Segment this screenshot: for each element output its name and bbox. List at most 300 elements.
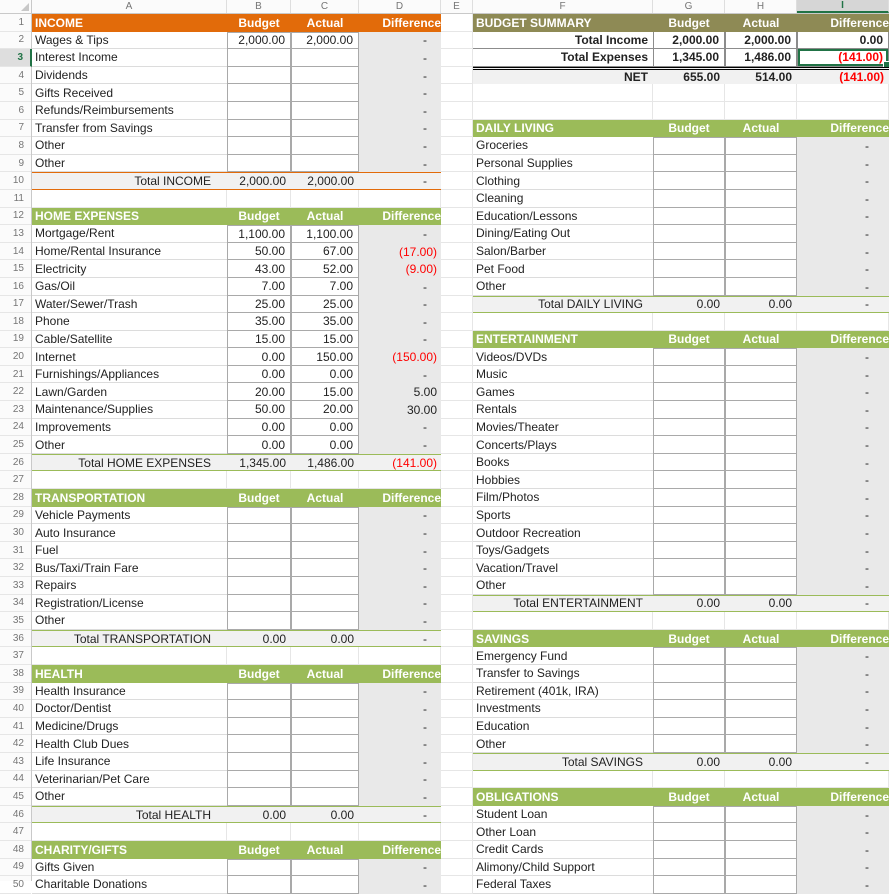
cell-C7[interactable] — [291, 120, 359, 138]
cell-E45[interactable] — [441, 788, 473, 806]
cell-C26[interactable]: 1,486.00 — [291, 454, 359, 472]
cell-D12[interactable]: Difference — [359, 208, 441, 226]
cell-B44[interactable] — [227, 771, 291, 789]
cell-I49[interactable]: - — [797, 859, 889, 877]
row-header-22[interactable]: 22 — [0, 383, 31, 401]
cell-H37[interactable] — [725, 647, 797, 665]
cell-B40[interactable] — [227, 700, 291, 718]
cell-D45[interactable]: - — [359, 788, 441, 806]
col-header-C[interactable]: C — [291, 0, 359, 13]
cell-I1[interactable]: Difference — [797, 14, 889, 32]
cell-H11[interactable] — [725, 190, 797, 208]
cell-B11[interactable] — [227, 190, 291, 208]
cell-D36[interactable]: - — [359, 630, 441, 648]
row-header-37[interactable]: 37 — [0, 647, 31, 665]
cell-D42[interactable]: - — [359, 735, 441, 753]
cell-F40[interactable]: Investments — [473, 700, 653, 718]
cell-D3[interactable]: - — [359, 49, 441, 67]
cell-B9[interactable] — [227, 155, 291, 173]
cell-C2[interactable]: 2,000.00 — [291, 32, 359, 50]
select-all-corner[interactable] — [0, 0, 32, 13]
cell-B25[interactable]: 0.00 — [227, 436, 291, 454]
cell-H46[interactable] — [725, 806, 797, 824]
cell-I34[interactable]: - — [797, 595, 889, 613]
cell-D38[interactable]: Difference — [359, 665, 441, 683]
row-header-14[interactable]: 14 — [0, 243, 31, 261]
cell-G7[interactable]: Budget — [653, 120, 725, 138]
cell-B32[interactable] — [227, 559, 291, 577]
cell-E6[interactable] — [441, 102, 473, 120]
cell-D27[interactable] — [359, 471, 441, 489]
cell-C45[interactable] — [291, 788, 359, 806]
cell-F23[interactable]: Rentals — [473, 401, 653, 419]
cell-G20[interactable] — [653, 348, 725, 366]
cell-A38[interactable]: HEALTH — [32, 665, 227, 683]
cell-D31[interactable]: - — [359, 542, 441, 560]
cell-C43[interactable] — [291, 753, 359, 771]
cell-I50[interactable]: - — [797, 876, 889, 894]
cell-B43[interactable] — [227, 753, 291, 771]
cell-I28[interactable]: - — [797, 489, 889, 507]
cell-E27[interactable] — [441, 471, 473, 489]
cell-G9[interactable] — [653, 155, 725, 173]
cell-G21[interactable] — [653, 366, 725, 384]
cell-E1[interactable] — [441, 14, 473, 32]
cell-B16[interactable]: 7.00 — [227, 278, 291, 296]
cell-C3[interactable] — [291, 49, 359, 67]
cell-C14[interactable]: 67.00 — [291, 243, 359, 261]
cell-A16[interactable]: Gas/Oil — [32, 278, 227, 296]
cell-C12[interactable]: Actual — [291, 208, 359, 226]
col-header-B[interactable]: B — [227, 0, 291, 13]
cell-F37[interactable]: Emergency Fund — [473, 647, 653, 665]
cell-B41[interactable] — [227, 718, 291, 736]
cell-B46[interactable]: 0.00 — [227, 806, 291, 824]
cell-C21[interactable]: 0.00 — [291, 366, 359, 384]
cell-F21[interactable]: Music — [473, 366, 653, 384]
cell-H35[interactable] — [725, 612, 797, 630]
col-header-I[interactable]: I — [797, 0, 889, 13]
cell-H12[interactable] — [725, 208, 797, 226]
cell-F1[interactable]: BUDGET SUMMARY — [473, 14, 653, 32]
cell-H47[interactable] — [725, 823, 797, 841]
cell-E26[interactable] — [441, 454, 473, 472]
cell-H1[interactable]: Actual — [725, 14, 797, 32]
cell-B30[interactable] — [227, 524, 291, 542]
cell-E46[interactable] — [441, 806, 473, 824]
cell-A40[interactable]: Doctor/Dentist — [32, 700, 227, 718]
cell-I4[interactable]: (141.00) — [797, 67, 889, 85]
cell-E39[interactable] — [441, 683, 473, 701]
cell-A3[interactable]: Interest Income — [32, 49, 227, 67]
cell-A18[interactable]: Phone — [32, 313, 227, 331]
cell-D21[interactable]: - — [359, 366, 441, 384]
cell-A12[interactable]: HOME EXPENSES — [32, 208, 227, 226]
cell-G5[interactable] — [653, 84, 725, 102]
cell-C16[interactable]: 7.00 — [291, 278, 359, 296]
cell-C33[interactable] — [291, 577, 359, 595]
cell-A22[interactable]: Lawn/Garden — [32, 383, 227, 401]
cell-A26[interactable]: Total HOME EXPENSES — [32, 454, 227, 472]
row-header-28[interactable]: 28 — [0, 489, 31, 507]
row-header-29[interactable]: 29 — [0, 507, 31, 525]
cell-G44[interactable] — [653, 771, 725, 789]
cell-C37[interactable] — [291, 647, 359, 665]
cell-I47[interactable]: - — [797, 823, 889, 841]
cell-D34[interactable]: - — [359, 595, 441, 613]
row-header-38[interactable]: 38 — [0, 665, 31, 683]
row-header-2[interactable]: 2 — [0, 32, 31, 50]
cell-H4[interactable]: 514.00 — [725, 67, 797, 85]
cell-B12[interactable]: Budget — [227, 208, 291, 226]
cell-G15[interactable] — [653, 260, 725, 278]
cell-I29[interactable]: - — [797, 507, 889, 525]
cell-C28[interactable]: Actual — [291, 489, 359, 507]
row-header-23[interactable]: 23 — [0, 401, 31, 419]
cell-H39[interactable] — [725, 683, 797, 701]
cell-I31[interactable]: - — [797, 542, 889, 560]
cell-I23[interactable]: - — [797, 401, 889, 419]
cell-B37[interactable] — [227, 647, 291, 665]
cell-I24[interactable]: - — [797, 419, 889, 437]
cell-C42[interactable] — [291, 735, 359, 753]
cell-F36[interactable]: SAVINGS — [473, 630, 653, 648]
cell-E33[interactable] — [441, 577, 473, 595]
cell-D24[interactable]: - — [359, 419, 441, 437]
cell-A24[interactable]: Improvements — [32, 419, 227, 437]
cell-E3[interactable] — [441, 49, 473, 67]
cell-F35[interactable] — [473, 612, 653, 630]
cell-G6[interactable] — [653, 102, 725, 120]
cell-B27[interactable] — [227, 471, 291, 489]
cell-H26[interactable] — [725, 454, 797, 472]
cell-G17[interactable]: 0.00 — [653, 296, 725, 314]
cell-B36[interactable]: 0.00 — [227, 630, 291, 648]
cell-D46[interactable]: - — [359, 806, 441, 824]
cell-F33[interactable]: Other — [473, 577, 653, 595]
cell-A10[interactable]: Total INCOME — [32, 172, 227, 190]
cell-I37[interactable]: - — [797, 647, 889, 665]
cell-A33[interactable]: Repairs — [32, 577, 227, 595]
cell-F13[interactable]: Dining/Eating Out — [473, 225, 653, 243]
cell-I8[interactable]: - — [797, 137, 889, 155]
cell-B23[interactable]: 50.00 — [227, 401, 291, 419]
cell-C46[interactable]: 0.00 — [291, 806, 359, 824]
cell-D22[interactable]: 5.00 — [359, 383, 441, 401]
cell-E38[interactable] — [441, 665, 473, 683]
cell-E22[interactable] — [441, 383, 473, 401]
cell-G18[interactable] — [653, 313, 725, 331]
cell-C31[interactable] — [291, 542, 359, 560]
cell-F27[interactable]: Hobbies — [473, 471, 653, 489]
cell-A37[interactable] — [32, 647, 227, 665]
cell-C9[interactable] — [291, 155, 359, 173]
cell-F25[interactable]: Concerts/Plays — [473, 436, 653, 454]
row-header-27[interactable]: 27 — [0, 471, 31, 489]
cell-B31[interactable] — [227, 542, 291, 560]
fill-handle[interactable] — [883, 61, 889, 67]
cell-A11[interactable] — [32, 190, 227, 208]
cell-E44[interactable] — [441, 771, 473, 789]
cell-B7[interactable] — [227, 120, 291, 138]
cell-I11[interactable]: - — [797, 190, 889, 208]
cell-G12[interactable] — [653, 208, 725, 226]
cell-F10[interactable]: Clothing — [473, 172, 653, 190]
cell-A39[interactable]: Health Insurance — [32, 683, 227, 701]
cell-H13[interactable] — [725, 225, 797, 243]
row-header-47[interactable]: 47 — [0, 823, 31, 841]
row-header-48[interactable]: 48 — [0, 841, 31, 859]
cell-H9[interactable] — [725, 155, 797, 173]
cell-C44[interactable] — [291, 771, 359, 789]
cell-C10[interactable]: 2,000.00 — [291, 172, 359, 190]
cell-A45[interactable]: Other — [32, 788, 227, 806]
row-header-44[interactable]: 44 — [0, 771, 31, 789]
row-header-42[interactable]: 42 — [0, 735, 31, 753]
cell-I22[interactable]: - — [797, 383, 889, 401]
cell-H6[interactable] — [725, 102, 797, 120]
cell-G4[interactable]: 655.00 — [653, 67, 725, 85]
cell-I43[interactable]: - — [797, 753, 889, 771]
cell-H34[interactable]: 0.00 — [725, 595, 797, 613]
cell-F26[interactable]: Books — [473, 454, 653, 472]
cell-F14[interactable]: Salon/Barber — [473, 243, 653, 261]
cell-E5[interactable] — [441, 84, 473, 102]
cell-E29[interactable] — [441, 507, 473, 525]
cell-H7[interactable]: Actual — [725, 120, 797, 138]
cell-G38[interactable] — [653, 665, 725, 683]
cell-G36[interactable]: Budget — [653, 630, 725, 648]
cell-F32[interactable]: Vacation/Travel — [473, 559, 653, 577]
cell-E10[interactable] — [441, 172, 473, 190]
cell-B50[interactable] — [227, 876, 291, 894]
cell-I39[interactable]: - — [797, 683, 889, 701]
cell-C13[interactable]: 1,100.00 — [291, 225, 359, 243]
cell-H23[interactable] — [725, 401, 797, 419]
row-header-40[interactable]: 40 — [0, 700, 31, 718]
cell-B28[interactable]: Budget — [227, 489, 291, 507]
row-header-16[interactable]: 16 — [0, 278, 31, 296]
cell-I46[interactable]: - — [797, 806, 889, 824]
cell-F44[interactable] — [473, 771, 653, 789]
cell-C19[interactable]: 15.00 — [291, 331, 359, 349]
cell-I3[interactable]: (141.00) — [797, 49, 889, 67]
cell-H50[interactable] — [725, 876, 797, 894]
row-header-34[interactable]: 34 — [0, 595, 31, 613]
cell-H42[interactable] — [725, 735, 797, 753]
cell-F20[interactable]: Videos/DVDs — [473, 348, 653, 366]
cell-H36[interactable]: Actual — [725, 630, 797, 648]
cell-I33[interactable]: - — [797, 577, 889, 595]
cell-C29[interactable] — [291, 507, 359, 525]
cell-H31[interactable] — [725, 542, 797, 560]
col-header-F[interactable]: F — [473, 0, 653, 13]
cell-B21[interactable]: 0.00 — [227, 366, 291, 384]
cell-E31[interactable] — [441, 542, 473, 560]
col-header-D[interactable]: D — [359, 0, 441, 13]
cell-E16[interactable] — [441, 278, 473, 296]
cell-E24[interactable] — [441, 419, 473, 437]
row-header-19[interactable]: 19 — [0, 331, 31, 349]
cell-B6[interactable] — [227, 102, 291, 120]
cell-G37[interactable] — [653, 647, 725, 665]
cell-G40[interactable] — [653, 700, 725, 718]
cell-G16[interactable] — [653, 278, 725, 296]
cell-A35[interactable]: Other — [32, 612, 227, 630]
cell-I2[interactable]: 0.00 — [797, 32, 889, 50]
row-header-25[interactable]: 25 — [0, 436, 31, 454]
cell-F9[interactable]: Personal Supplies — [473, 155, 653, 173]
cell-G2[interactable]: 2,000.00 — [653, 32, 725, 50]
cell-I14[interactable]: - — [797, 243, 889, 261]
cell-D13[interactable]: - — [359, 225, 441, 243]
cell-E32[interactable] — [441, 559, 473, 577]
cell-E40[interactable] — [441, 700, 473, 718]
cell-A48[interactable]: CHARITY/GIFTS — [32, 841, 227, 859]
col-header-H[interactable]: H — [725, 0, 797, 13]
cell-D11[interactable] — [359, 190, 441, 208]
cell-H14[interactable] — [725, 243, 797, 261]
cell-B1[interactable]: Budget — [227, 14, 291, 32]
row-header-30[interactable]: 30 — [0, 524, 31, 542]
cell-B48[interactable]: Budget — [227, 841, 291, 859]
cell-E35[interactable] — [441, 612, 473, 630]
cell-G23[interactable] — [653, 401, 725, 419]
cell-B15[interactable]: 43.00 — [227, 260, 291, 278]
cell-B10[interactable]: 2,000.00 — [227, 172, 291, 190]
cell-E13[interactable] — [441, 225, 473, 243]
cell-C22[interactable]: 15.00 — [291, 383, 359, 401]
cell-C25[interactable]: 0.00 — [291, 436, 359, 454]
row-header-6[interactable]: 6 — [0, 102, 31, 120]
cell-I41[interactable]: - — [797, 718, 889, 736]
cell-B2[interactable]: 2,000.00 — [227, 32, 291, 50]
cell-I21[interactable]: - — [797, 366, 889, 384]
cell-B26[interactable]: 1,345.00 — [227, 454, 291, 472]
cell-H45[interactable]: Actual — [725, 788, 797, 806]
cell-G29[interactable] — [653, 507, 725, 525]
row-header-45[interactable]: 45 — [0, 788, 31, 806]
cell-E34[interactable] — [441, 595, 473, 613]
cell-B13[interactable]: 1,100.00 — [227, 225, 291, 243]
cell-H48[interactable] — [725, 841, 797, 859]
cell-C41[interactable] — [291, 718, 359, 736]
cell-B45[interactable] — [227, 788, 291, 806]
row-header-7[interactable]: 7 — [0, 120, 31, 138]
cell-D30[interactable]: - — [359, 524, 441, 542]
cell-A25[interactable]: Other — [32, 436, 227, 454]
cell-F22[interactable]: Games — [473, 383, 653, 401]
cell-F11[interactable]: Cleaning — [473, 190, 653, 208]
cell-A19[interactable]: Cable/Satellite — [32, 331, 227, 349]
row-header-49[interactable]: 49 — [0, 859, 31, 877]
cell-E37[interactable] — [441, 647, 473, 665]
cell-D7[interactable]: - — [359, 120, 441, 138]
cell-I15[interactable]: - — [797, 260, 889, 278]
cell-A9[interactable]: Other — [32, 155, 227, 173]
cell-G28[interactable] — [653, 489, 725, 507]
cell-A2[interactable]: Wages & Tips — [32, 32, 227, 50]
cell-A36[interactable]: Total TRANSPORTATION — [32, 630, 227, 648]
cell-G14[interactable] — [653, 243, 725, 261]
cell-F18[interactable] — [473, 313, 653, 331]
cell-D18[interactable]: - — [359, 313, 441, 331]
cell-C20[interactable]: 150.00 — [291, 348, 359, 366]
cell-D28[interactable]: Difference — [359, 489, 441, 507]
cell-H17[interactable]: 0.00 — [725, 296, 797, 314]
cell-D2[interactable]: - — [359, 32, 441, 50]
cell-E42[interactable] — [441, 735, 473, 753]
cell-E2[interactable] — [441, 32, 473, 50]
cell-D50[interactable]: - — [359, 876, 441, 894]
cell-B29[interactable] — [227, 507, 291, 525]
cell-F7[interactable]: DAILY LIVING — [473, 120, 653, 138]
cell-G35[interactable] — [653, 612, 725, 630]
cell-F8[interactable]: Groceries — [473, 137, 653, 155]
cell-G22[interactable] — [653, 383, 725, 401]
cell-D16[interactable]: - — [359, 278, 441, 296]
cell-D14[interactable]: (17.00) — [359, 243, 441, 261]
cell-C6[interactable] — [291, 102, 359, 120]
row-header-15[interactable]: 15 — [0, 260, 31, 278]
cell-G42[interactable] — [653, 735, 725, 753]
row-header-46[interactable]: 46 — [0, 806, 31, 824]
cell-E36[interactable] — [441, 630, 473, 648]
cell-I44[interactable] — [797, 771, 889, 789]
cell-A29[interactable]: Vehicle Payments — [32, 507, 227, 525]
cell-A6[interactable]: Refunds/Reimbursements — [32, 102, 227, 120]
cell-D1[interactable]: Difference — [359, 14, 441, 32]
cell-F6[interactable] — [473, 102, 653, 120]
cell-G32[interactable] — [653, 559, 725, 577]
cell-A5[interactable]: Gifts Received — [32, 84, 227, 102]
cell-G33[interactable] — [653, 577, 725, 595]
cell-C49[interactable] — [291, 859, 359, 877]
cell-A14[interactable]: Home/Rental Insurance — [32, 243, 227, 261]
cell-F34[interactable]: Total ENTERTAINMENT — [473, 595, 653, 613]
cell-E47[interactable] — [441, 823, 473, 841]
cell-H38[interactable] — [725, 665, 797, 683]
cell-H8[interactable] — [725, 137, 797, 155]
cell-I48[interactable]: - — [797, 841, 889, 859]
row-header-4[interactable]: 4 — [0, 67, 31, 85]
cell-E14[interactable] — [441, 243, 473, 261]
cell-E28[interactable] — [441, 489, 473, 507]
cell-B47[interactable] — [227, 823, 291, 841]
cell-F3[interactable]: Total Expenses — [473, 49, 653, 67]
cell-G30[interactable] — [653, 524, 725, 542]
cell-D6[interactable]: - — [359, 102, 441, 120]
cell-C36[interactable]: 0.00 — [291, 630, 359, 648]
cell-I16[interactable]: - — [797, 278, 889, 296]
cell-I13[interactable]: - — [797, 225, 889, 243]
cell-H2[interactable]: 2,000.00 — [725, 32, 797, 50]
cell-G19[interactable]: Budget — [653, 331, 725, 349]
cell-F16[interactable]: Other — [473, 278, 653, 296]
row-header-3[interactable]: 3 — [0, 49, 32, 67]
cell-I18[interactable] — [797, 313, 889, 331]
cell-H15[interactable] — [725, 260, 797, 278]
row-header-11[interactable]: 11 — [0, 190, 31, 208]
cell-B49[interactable] — [227, 859, 291, 877]
cell-E49[interactable] — [441, 859, 473, 877]
cell-H24[interactable] — [725, 419, 797, 437]
cell-E19[interactable] — [441, 331, 473, 349]
cell-G27[interactable] — [653, 471, 725, 489]
cell-F5[interactable] — [473, 84, 653, 102]
cell-C4[interactable] — [291, 67, 359, 85]
cell-B42[interactable] — [227, 735, 291, 753]
